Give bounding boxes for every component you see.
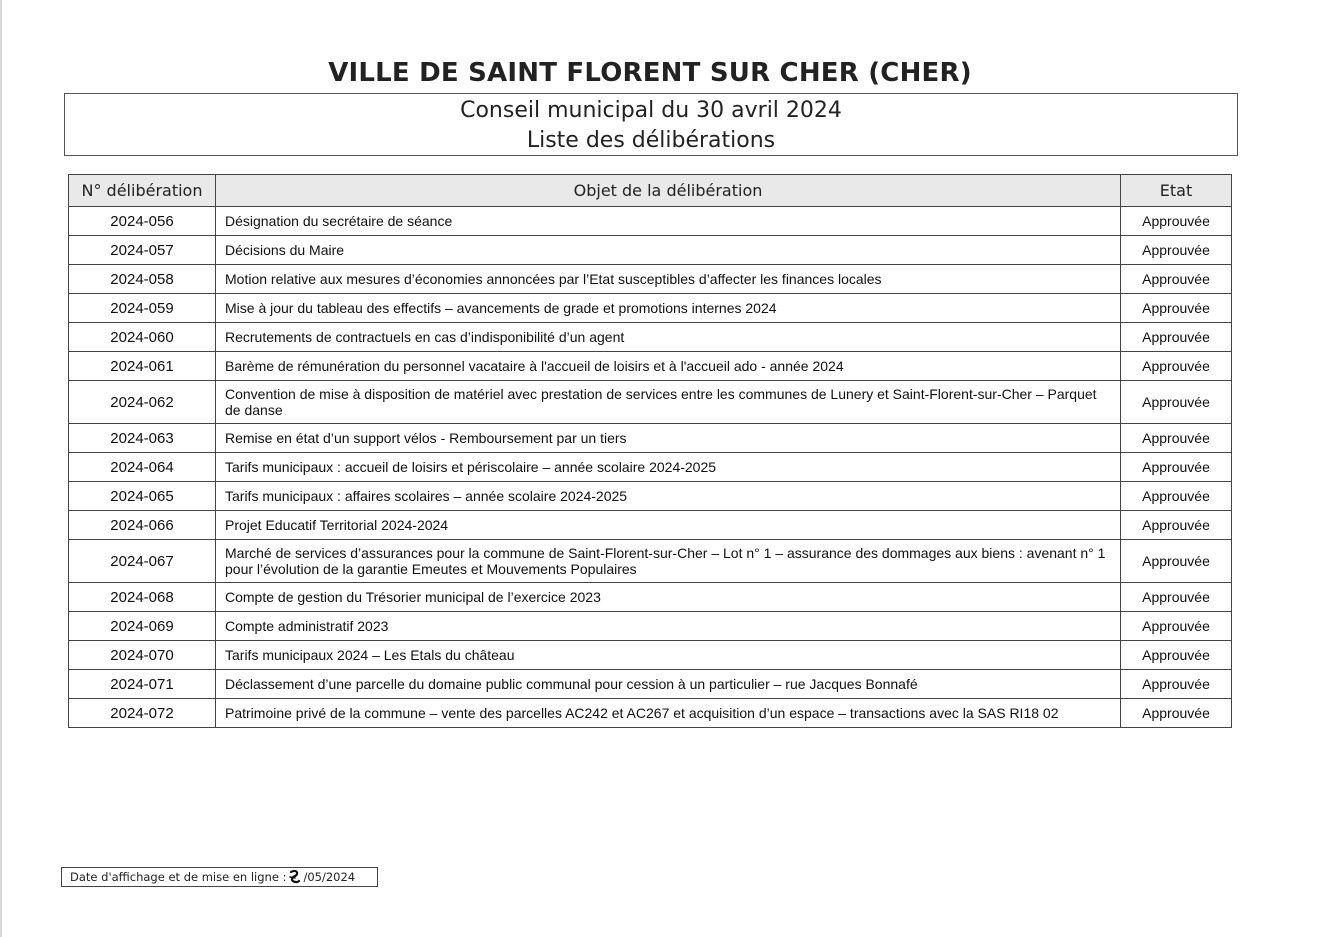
- deliberation-object: Compte de gestion du Trésorier municipal de l’exercice 2023: [216, 583, 1121, 612]
- table-row: [69, 699, 1232, 728]
- table-row: [69, 583, 1232, 612]
- deliberation-number: 2024-068: [69, 583, 216, 612]
- council-header-box: [64, 93, 1238, 156]
- deliberation-status: Approuvée: [1121, 482, 1232, 511]
- deliberation-object: Projet Educatif Territorial 2024-2024: [216, 511, 1121, 540]
- deliberation-object: Décisions du Maire: [216, 236, 1121, 265]
- deliberation-status: Approuvée: [1121, 265, 1232, 294]
- page-edge: [0, 0, 2, 937]
- deliberation-object: Tarifs municipaux 2024 – Les Etals du château: [216, 641, 1121, 670]
- deliberation-number: 2024-056: [69, 207, 216, 236]
- deliberation-status: Approuvée: [1121, 670, 1232, 699]
- deliberation-number: 2024-069: [69, 612, 216, 641]
- deliberation-status: Approuvée: [1121, 294, 1232, 323]
- table-row: [69, 352, 1232, 381]
- table-row: [69, 511, 1232, 540]
- table-header-row: [69, 175, 1232, 207]
- deliberation-status: Approuvée: [1121, 453, 1232, 482]
- table-row: [69, 482, 1232, 511]
- table-row: [69, 612, 1232, 641]
- deliberation-number: 2024-060: [69, 323, 216, 352]
- table-row: [69, 424, 1232, 453]
- table-row: [69, 323, 1232, 352]
- deliberation-status: Approuvée: [1121, 323, 1232, 352]
- deliberations-table: [68, 174, 1232, 728]
- deliberation-status: Approuvée: [1121, 699, 1232, 728]
- deliberation-status: Approuvée: [1121, 511, 1232, 540]
- deliberation-number: 2024-058: [69, 265, 216, 294]
- deliberation-number: 2024-057: [69, 236, 216, 265]
- deliberation-object: Déclassement d’une parcelle du domaine public communal pour cession à un particulier – rue Jacques Bonnafé: [216, 670, 1121, 699]
- deliberation-object: Barème de rémunération du personnel vacataire à l'accueil de loisirs et à l'accueil ado - année 2024: [216, 352, 1121, 381]
- table-row: [69, 381, 1232, 424]
- deliberation-number: 2024-065: [69, 482, 216, 511]
- table-row: [69, 294, 1232, 323]
- council-session-title: Conseil municipal du 30 avril 2024: [460, 98, 842, 123]
- deliberation-status: Approuvée: [1121, 424, 1232, 453]
- deliberation-object: Marché de services d’assurances pour la commune de Saint-Florent-sur-Cher – Lot n° 1 – assurance des dommages aux biens : avenant n° 1 pour l’évolution de la garantie Emeutes et Mouvements Populaires: [216, 540, 1121, 583]
- table-row: [69, 265, 1232, 294]
- table-row: [69, 641, 1232, 670]
- table-row: [69, 207, 1232, 236]
- deliberation-status: Approuvée: [1121, 540, 1232, 583]
- deliberation-object: Désignation du secrétaire de séance: [216, 207, 1121, 236]
- deliberation-number: 2024-064: [69, 453, 216, 482]
- table-body: [69, 207, 1232, 728]
- deliberation-object: Compte administratif 2023: [216, 612, 1121, 641]
- deliberation-object: Recrutements de contractuels en cas d’indisponibilité d’un agent: [216, 323, 1121, 352]
- deliberation-number: 2024-067: [69, 540, 216, 583]
- table-row: [69, 453, 1232, 482]
- deliberation-status: Approuvée: [1121, 236, 1232, 265]
- deliberation-number: 2024-066: [69, 511, 216, 540]
- deliberation-object: Mise à jour du tableau des effectifs – avancements de grade et promotions internes 2024: [216, 294, 1121, 323]
- table-row: [69, 670, 1232, 699]
- handwritten-day-stamp-icon: [289, 869, 301, 885]
- posting-date-value: /05/2024: [303, 870, 356, 884]
- header-status: Etat: [1121, 175, 1232, 207]
- deliberation-number: 2024-071: [69, 670, 216, 699]
- deliberation-status: Approuvée: [1121, 612, 1232, 641]
- deliberation-object: Motion relative aux mesures d’économies annoncées par l’Etat susceptibles d’affecter les finances locales: [216, 265, 1121, 294]
- deliberation-object: Tarifs municipaux : affaires scolaires – année scolaire 2024-2025: [216, 482, 1121, 511]
- table-row: [69, 540, 1232, 583]
- header-object: Objet de la délibération: [216, 175, 1121, 207]
- deliberation-number: 2024-059: [69, 294, 216, 323]
- deliberation-number: 2024-072: [69, 699, 216, 728]
- posting-date-label: Date d'affichage et de mise en ligne :: [70, 870, 287, 884]
- deliberation-object: Remise en état d’un support vélos - Remboursement par un tiers: [216, 424, 1121, 453]
- deliberation-number: 2024-062: [69, 381, 216, 424]
- deliberation-number: 2024-070: [69, 641, 216, 670]
- deliberation-object: Convention de mise à disposition de matériel avec prestation de services entre les communes de Lunery et Saint-Florent-sur-Cher – Parquet de danse: [216, 381, 1121, 424]
- deliberation-status: Approuvée: [1121, 352, 1232, 381]
- page-title: VILLE DE SAINT FLORENT SUR CHER (CHER): [328, 58, 972, 88]
- deliberation-number: 2024-061: [69, 352, 216, 381]
- posting-date-box: [61, 867, 378, 887]
- header-number: N° délibération: [69, 175, 216, 207]
- deliberation-object: Patrimoine privé de la commune – vente des parcelles AC242 et AC267 et acquisition d’un espace – transactions avec la SAS RI18 02: [216, 699, 1121, 728]
- table-row: [69, 236, 1232, 265]
- deliberation-number: 2024-063: [69, 424, 216, 453]
- deliberation-status: Approuvée: [1121, 381, 1232, 424]
- deliberation-status: Approuvée: [1121, 207, 1232, 236]
- deliberation-status: Approuvée: [1121, 583, 1232, 612]
- deliberation-object: Tarifs municipaux : accueil de loisirs et périscolaire – année scolaire 2024-2025: [216, 453, 1121, 482]
- deliberation-status: Approuvée: [1121, 641, 1232, 670]
- deliberations-list-title: Liste des délibérations: [526, 128, 776, 153]
